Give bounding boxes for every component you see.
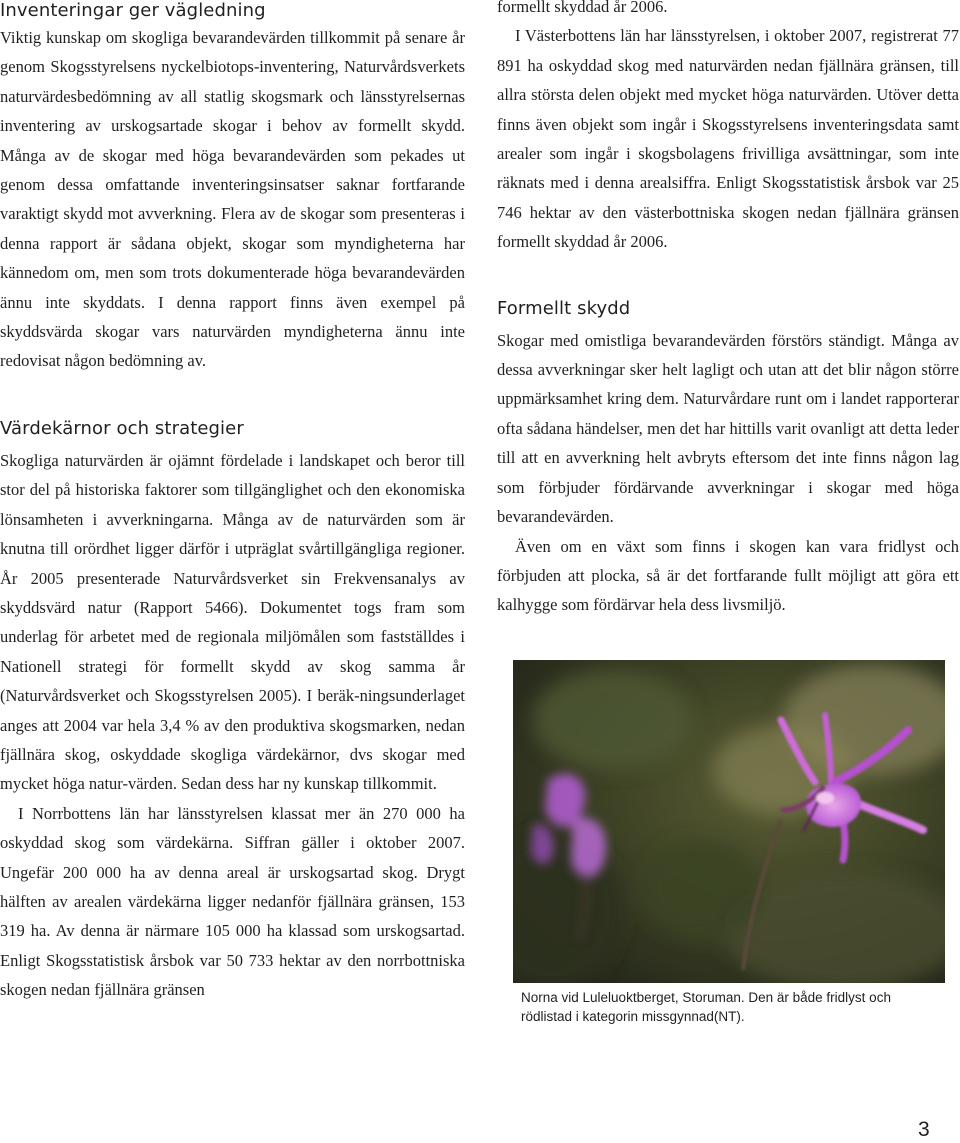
left-column — [0, 0, 465, 1005]
paragraph-vasterbotten: I Västerbottens län har länsstyrelsen, i oktober 2007, registrerat 77 891 ha oskyddad skog med naturvärden nedan fjällnära gränsen, till allra största delen objekt med mycket höga naturvärden. Utöver detta finns även objekt som ingår i Skogsstyrelsens inventeringsdata samt arealer som ingår i skogsbolagens frivilliga avsättningar, som inte räknats med i denna arealsiffra. Enligt Skogsstatistisk årsbok var 25 746 hektar av den västerbottniska skogen nedan fjällnära gränsen formellt skyddad år 2006. — [497, 26, 959, 252]
heading-vardekarnor: Värdekärnor och strategier — [0, 417, 244, 439]
paragraph-formellt-skydd: Skogar med omistliga bevarandevärden förstörs ständigt. Många av dessa avverkningar sker helt lagligt och utan att det blir någon större uppmärksamhet kring dem. Naturvårdare runt om i landet rapporterar ofta sådana händelser, men det har hittills varit ovanligt att detta leder till att en avverkning helt avbryts eftersom det inte finns någon lag som förbjuder fördärvande avverkningar i skogar med höga bevarandevärden. — [497, 330, 959, 527]
paragraph-norrbotten: I Norrbottens län har länsstyrelsen klassat mer än 270 000 ha oskyddad skog som värdekärna. Siffran gäller i oktober 2007. Ungefär 200 000 ha av denna areal är urskogsartad skog. Drygt hälften av arealen värdekärna ligger nedanför fjällnära gränsen, 153 319 ha. Av denna är närmare 105 000 ha klassad som urskogsartad. Enligt Skogsstatistisk årsbok var 50 733 hektar av den norrbottniska skogen nedan fjällnära gränsen — [0, 803, 465, 1000]
heading-formellt-skydd: Formellt skydd — [497, 297, 631, 319]
page-number: 3 — [918, 1118, 930, 1141]
paragraph-vardekarnor: Skogliga naturvärden är ojämnt fördelade i landskapet och beror till stor del på historiska faktorer som tillgänglighet och den ekonomiska lönsamheten i avverkningarna. Många av de naturvärden som är knutna till orördhet ligger därför i utpräglat svårtillgängliga regioner. År 2005 presenterade Naturvårdsverket sin Frekvensanalys av skyddsvärd natur (Rapport 5466). Dokumentet togs fram som underlag för arbetet med de regionala miljömålen som fastställdes i Nationell strategi för formellt skydd av skog samma år (Naturvårdsverket och Skogsstyrelsen 2005). I beräk-ningsunderlaget anges att 2004 var hela 3,4 % av den produktiva skogsmarken, nedan fjällnära skog, oskyddade skogliga värdekärnor, dvs skogar med mycket höga natur-värden. Sedan dess har ny kunskap tillkommit. — [0, 450, 465, 794]
paragraph-vaxt: Även om en växt som finns i skogen kan vara fridlyst och förbjuden att plocka, så är det fortfarande fullt möjligt att göra ett kalhygge som fördärvar hela dess livsmiljö. — [497, 536, 959, 615]
paragraph-continuation: formellt skyddad år 2006. — [497, 0, 668, 16]
heading-inventeringar: Inventeringar ger vägledning — [0, 0, 266, 21]
orchid-photo — [513, 660, 945, 983]
right-column — [497, 0, 959, 620]
paragraph-inventeringar: Viktig kunskap om skogliga bevarandevärden tillkommit på senare år genom Skogsstyrelsens nyckelbiotops-inventering, Naturvårdsverkets naturvärdesbedömning av all statlig skogsmark och länsstyrelsernas inventering av urskogsartade skogar i behov av formellt skydd. Många av de skogar med höga bevarandevärden som pekades ut genom dessa omfattande inventeringsinsatser saknar fortfarande varaktigt skydd mot avverkning. Flera av de skogar som presenteras i denna rapport är sådana objekt, skogar som myndigheterna har kännedom om, men som trots dokumenterade höga bevarandevärden ännu inte skyddats. I denna rapport finns även exempel på skyddsvärda skogar vars naturvärden myndigheterna ännu inte redovisat någon bedömning av. — [0, 28, 465, 371]
photo-caption: Norna vid Luleluoktberget, Storuman. Den är både fridlyst och rödlistad i kategorin missgynnad(NT). — [521, 990, 891, 1024]
